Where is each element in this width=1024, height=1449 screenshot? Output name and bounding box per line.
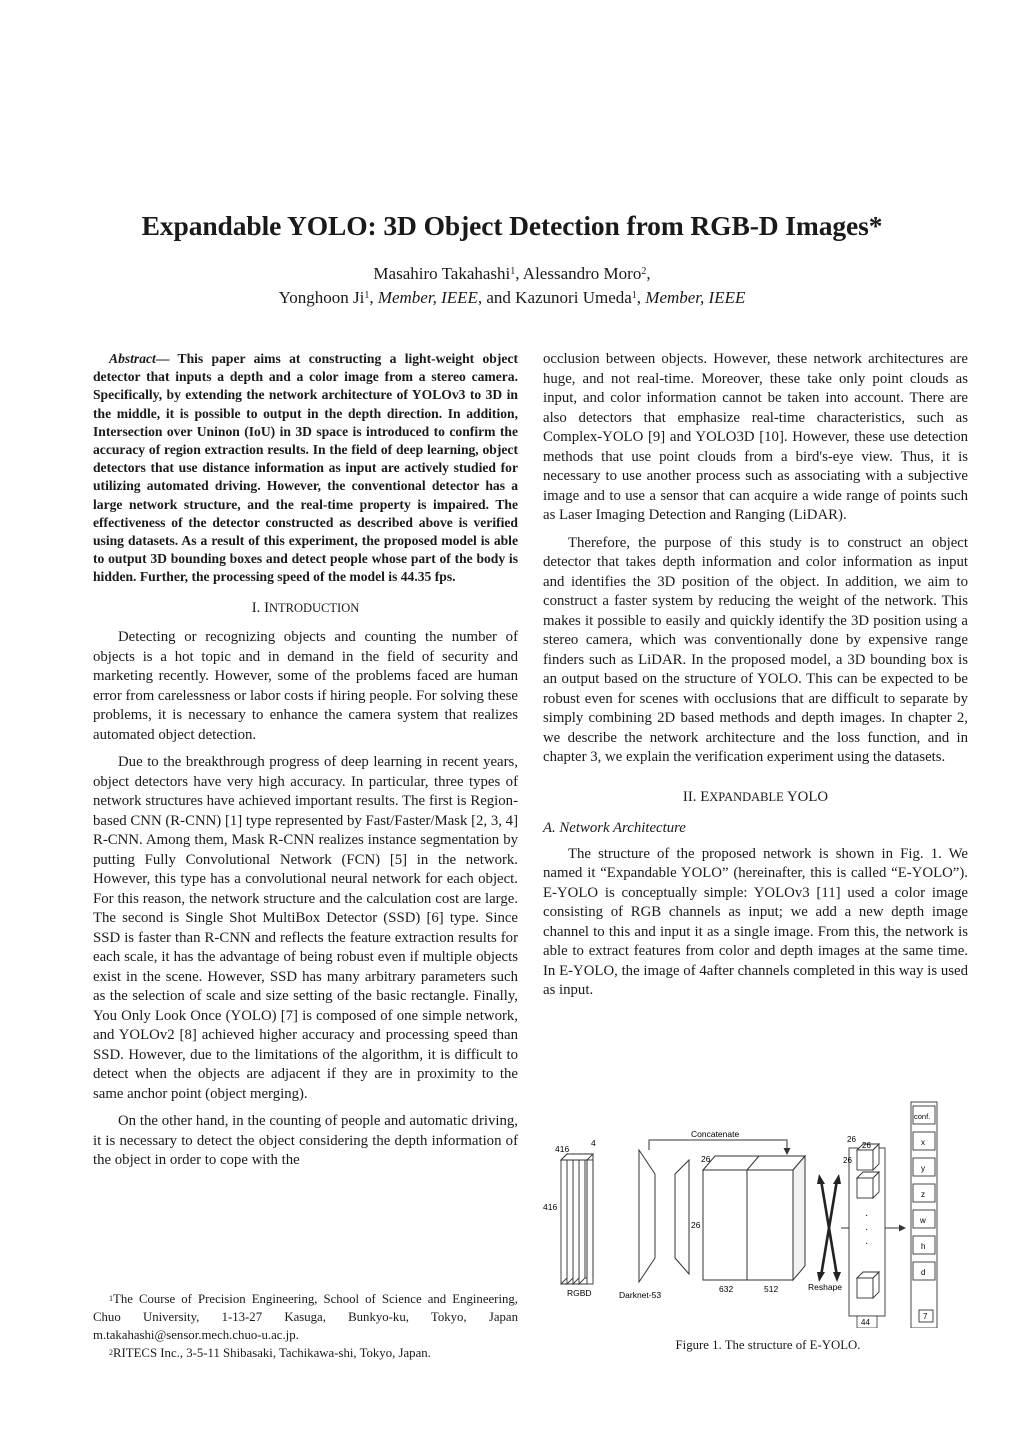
network-diagram [543, 1088, 968, 1328]
affiliation-mark: 2 [641, 266, 647, 277]
section-title-rest: NTRODUCTION [269, 600, 360, 615]
input-channels: 4 [591, 1138, 596, 1148]
abstract-dash: — [155, 351, 170, 366]
cube-size-b: 26 [862, 1141, 871, 1150]
section-heading-expandable-yolo [543, 788, 968, 808]
output-vector [911, 1102, 937, 1328]
intro-paragraph-1: Detecting or recognizing objects and counting the number of objects is a hot topic and in demand in the field of security and marketing recently. However, some of the problems faced are human error from carelessness or labor costs if hiring people. For solving these problems, it is necessary to enhance the camera system that realizes automated object detection. [93, 629, 518, 743]
separator: , [636, 288, 646, 307]
cube-size-a: 26 [847, 1135, 856, 1144]
subsection-heading-network-architecture: A. Network Architecture [543, 820, 686, 836]
separator: , [369, 288, 378, 307]
membership: Member, IEEE [645, 288, 746, 307]
section-number: II. [682, 788, 697, 805]
abstract [93, 350, 518, 587]
figure-caption: Figure 1. The structure of E-YOLO. [675, 1338, 861, 1352]
author-line-2 [0, 286, 1024, 310]
output-conf: conf. [914, 1112, 931, 1121]
affiliation-mark: 1 [510, 266, 516, 277]
footnote-1 [93, 1290, 518, 1344]
output-x: x [921, 1138, 925, 1147]
concatenate-label: Concatenate [691, 1129, 740, 1139]
feature-channels-632: 632 [719, 1284, 734, 1294]
footnote-mark: 1 [109, 1294, 113, 1303]
darknet-encoder [639, 1150, 655, 1282]
darknet-label: Darknet-53 [619, 1290, 662, 1300]
concatenate-arrow [649, 1140, 787, 1154]
feature-size-top: 26 [701, 1154, 711, 1164]
right-paragraph-2: Therefore, the purpose of this study is to construct an object detector that takes depth information and color information as input and identifies the 3D position of the object. In addition, we aim to construct a faster system by reducing the weight of the network. This makes it possible to easily and quickly identify the 3D position using a stereo camera, which was conventionally done by expensive range finders such as LiDAR. In the proposed model, a 3D bounding box is an output based on the structure of YOLO. This can be expected to be robust even for scenes with occlusions that are difficult to separate by simply combining 2D based methods and depth images. In chapter 2, we describe the network architecture and the loss function, and in chapter 3, we explain the verification experiment using the datasets. [543, 534, 968, 765]
input-size-top: 416 [555, 1144, 570, 1154]
author-line-1 [0, 262, 1024, 286]
section-number: I. [251, 599, 261, 616]
abstract-label: Abstract [109, 351, 156, 366]
input-size-left: 416 [543, 1202, 558, 1212]
reshape-arrows [821, 1180, 837, 1276]
intro-paragraph-2: Due to the breakthrough progress of deep learning in recent years, object detectors have very high accuracy. In particular, three types of network structures have achieved important results. The first is Region-based CNN (R-CNN) [1] type represented by Fast/Faster/Mask [2, 3, 4] R-CNN. Among them, Mask R-CNN realizes instance segmentation by putting Fully Convolutional Network (FCN) [5] in the network. However, this type has a convolutional neural network for each object. For this reason, the network structure and the calculation cost are large. The second is Single Shot MultiBox Detector (SSD) [6] type. Since SSD is faster than R-CNN and reflects the feature extraction results for each scale, it has the advantage of being robust even if multiple objects exist in the scene. However, SSD has many arbitrary parameters such as the selection of scale and size setting of the basic rectangle. Finally, You Only Look Once (YOLO) [7] is composed of one simple network, and YOLOv2 [8] achieved higher accuracy and processing speed than SSD. However, due to the limitations of the algorithm, it is difficult to detect when the objects are adjacent if they are in proximity to the same anchor point (object merging). [93, 754, 518, 1102]
rgbd-input-stack [561, 1154, 593, 1284]
paper-title: Expandable YOLO: 3D Object Detection from RGB-D Images* [141, 210, 883, 241]
section-title-tail: YOLO [786, 788, 829, 805]
feature-size-side: 26 [691, 1220, 701, 1230]
section-title-initial: I [264, 599, 269, 616]
cube-ellipsis: · [865, 1224, 869, 1235]
output-z: z [921, 1190, 925, 1199]
intro-paragraph-3: On the other hand, in the counting of people and automatic driving, it is necessary to detect the object considering the depth information of the object in order to cope with the [93, 1113, 518, 1169]
footnote-2 [93, 1344, 518, 1362]
author-name: , Alessandro Moro [515, 264, 642, 283]
abstract-text: This paper aims at constructing a light-weight object detector that inputs a depth and a color image from a stereo camera. Specifically, by extending the network architecture of YOLOv3 to 3D in the middle, it is possible to output in the depth direction. In addition, Intersection over Uninon (IoU) in 3D space is introduced to confirm the accuracy of region extraction results. In the field of deep learning, object detectors that use distance information as input are actively studied for utilizing automated driving. However, the conventional detector has a large network structure, and the real-time property is impaired. The effectiveness of the detector constructed as described above is verified using datasets. As a result of this experiment, the proposed model is able to output 3D bounding boxes and detect people whose part of the body is hidden. Further, the processing speed of the model is 44.35 fps. [93, 351, 518, 585]
section-title-initial: E [700, 788, 710, 805]
right-paragraph-1: occlusion between objects. However, these network architectures are huge, and not real-time. Moreover, these take only point clouds as input, and color information cannot be taken into account. There are also detectors that emphasize real-time characteristics, such as Complex-YOLO [9] and YOLO3D [10]. However, these use detection methods that use point clouds from a bird's-eye view. Thus, it is necessary to use another process such as associating with a subjective image and to use a sensor that can acquire a wide range of points such as Laser Imaging Detection and Ranging (LiDAR). [543, 351, 968, 523]
separator: , [646, 264, 651, 283]
footnote-text: The Course of Precision Engineering, School of Science and Engineering, Chuo University, 1-13-27 Kasuga, Bunkyo-ku, Tokyo, Japan m.takahashi@sensor.mech.chuo-u.ac.jp. [93, 1292, 518, 1342]
cube-size-c: 26 [843, 1156, 852, 1165]
output-d: d [921, 1268, 926, 1277]
cube-ellipsis: · [865, 1210, 869, 1221]
right-column [543, 350, 968, 1009]
figure-1 [543, 1088, 968, 1328]
membership: Member, IEEE [377, 288, 478, 307]
footnote-mark: 2 [109, 1348, 113, 1357]
author-name: , and Kazunori Umeda [477, 288, 632, 307]
section2-paragraph-1: The structure of the proposed network is shown in Fig. 1. We named it “Expandable YOLO” (hereinafter, this is called “E-YOLO”). E-YOLO is conceptually simple: YOLOv3 [11] used a color image consisting of RGB channels as input; we add a new depth image channel to this and input it as a single image. From this, the network is able to extract features from color and depth images at the same time. In E-YOLO, the image of 4after channels completed in this way is used as input. [543, 845, 968, 998]
affiliation-mark: 1 [631, 290, 637, 301]
footnote-text: RITECS Inc., 3-5-11 Shibasaki, Tachikawa-shi, Tokyo, Japan. [113, 1346, 431, 1360]
rgbd-label: RGBD [567, 1288, 592, 1298]
reshape-label: Reshape [808, 1282, 843, 1292]
output-count: 7 [923, 1312, 928, 1321]
decoder-block [675, 1160, 689, 1274]
footnotes [93, 1290, 518, 1362]
author-name: Yonghoon Ji [278, 288, 365, 307]
cube-ellipsis: · [865, 1238, 869, 1249]
output-h: h [921, 1242, 926, 1251]
author-name: Masahiro Takahashi [373, 264, 511, 283]
output-w: w [920, 1216, 926, 1225]
cube-count: 44 [861, 1318, 870, 1327]
section-heading-introduction [93, 599, 518, 619]
affiliation-mark: 1 [364, 290, 370, 301]
feature-block [703, 1156, 805, 1280]
author-list [0, 262, 1024, 310]
left-column [93, 350, 518, 1179]
output-y: y [921, 1164, 925, 1173]
feature-channels-512: 512 [764, 1284, 779, 1294]
section-title-rest: XPANDABLE [709, 789, 784, 804]
